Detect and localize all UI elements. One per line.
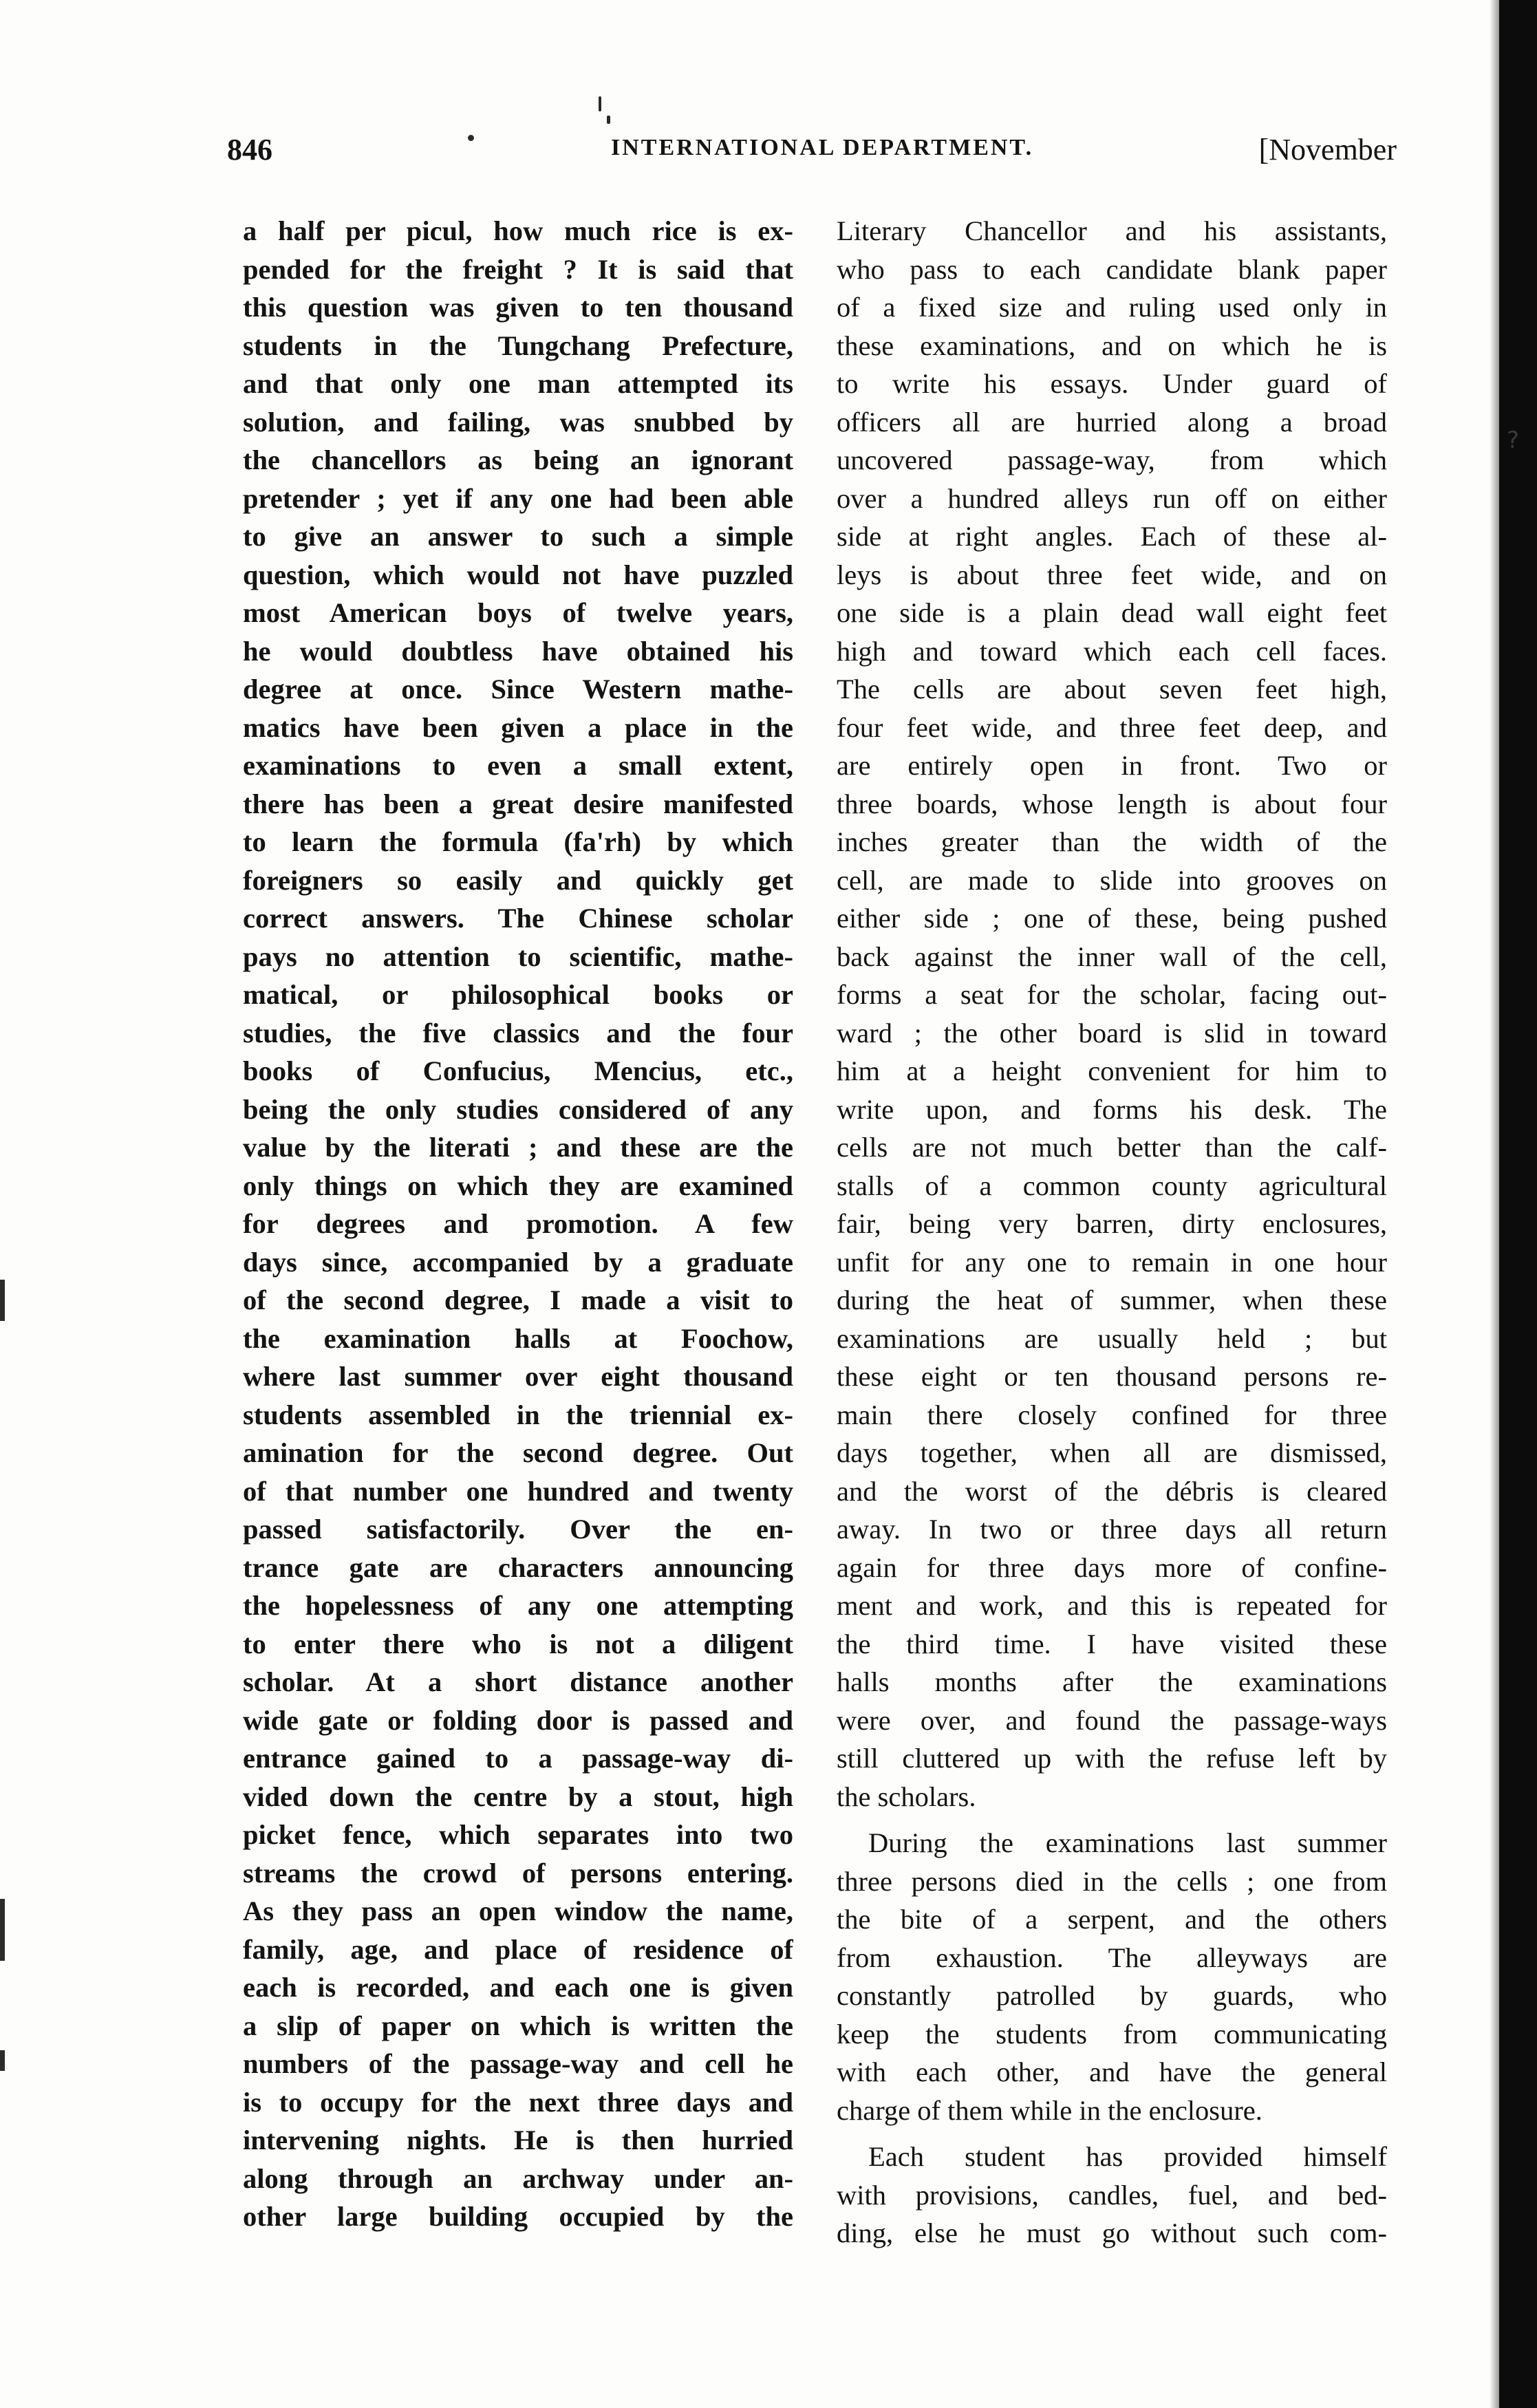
- text-line: the examination halls at Foochow,: [243, 1322, 793, 1354]
- text-line: the scholars.: [837, 1781, 976, 1812]
- text-line: high and toward which each cell faces.: [837, 635, 1387, 667]
- scan-speck: [599, 96, 601, 111]
- text-line: pays no attention to scientific, mathe-: [243, 940, 793, 972]
- paragraph-gap: [837, 1816, 1387, 1824]
- text-line: charge of them while in the enclosure.: [837, 2094, 1262, 2126]
- text-line: forms a seat for the scholar, facing out-: [837, 979, 1387, 1010]
- text-line: students assembled in the triennial ex-: [243, 1399, 793, 1430]
- text-line: stalls of a common county agricultural: [837, 1170, 1387, 1201]
- text-line: most American boys of twelve years,: [243, 597, 793, 628]
- text-line: ward ; the other board is slid in toward: [837, 1017, 1387, 1049]
- text-line: Literary Chancellor and his assistants,: [837, 215, 1387, 246]
- text-line: The cells are about seven feet high,: [837, 674, 1387, 705]
- right-text-column: [837, 212, 1387, 2253]
- scan-edge-noise: [0, 1280, 5, 1321]
- paragraph: [837, 2138, 1387, 2253]
- text-line: were over, and found the passage-ways: [837, 1704, 1387, 1736]
- text-line: he would doubtless have obtained his: [243, 635, 793, 667]
- text-line: cells are not much better than the calf-: [837, 1132, 1387, 1163]
- text-line: with each other, and have the general: [837, 2056, 1387, 2087]
- text-line: examinations are usually held ; but: [837, 1322, 1387, 1354]
- text-line: to write his essays. Under guard of: [837, 368, 1387, 399]
- text-line: uncovered passage-way, from which: [837, 444, 1387, 475]
- running-head: [227, 132, 1397, 173]
- text-line: three boards, whose length is about four: [837, 788, 1387, 819]
- text-line: to learn the formula (fa'rh) by which: [243, 826, 793, 857]
- text-line: and the worst of the débris is cleared: [837, 1475, 1387, 1507]
- text-line: streams the crowd of persons entering.: [243, 1857, 793, 1889]
- text-line: to enter there who is not a diligent: [243, 1628, 793, 1659]
- text-line: examinations to even a small extent,: [243, 750, 793, 781]
- text-line: family, age, and place of residence of: [243, 1933, 793, 1965]
- text-line: days since, accompanied by a graduate: [243, 1246, 793, 1278]
- text-line: the chancellors as being an ignorant: [243, 444, 793, 475]
- text-line: pended for the freight ? It is said that: [243, 253, 793, 285]
- binding-shadow: [1490, 0, 1499, 2408]
- text-line: officers all are hurried along a broad: [837, 406, 1387, 438]
- text-line: to give an answer to such a simple: [243, 521, 793, 552]
- text-line: solution, and failing, was snubbed by: [243, 406, 793, 438]
- text-line: the third time. I have visited these: [837, 1628, 1387, 1659]
- text-line: books of Confucius, Mencius, etc.,: [243, 1055, 793, 1086]
- text-line: the hopelessness of any one attempting: [243, 1590, 793, 1621]
- margin-mark: ?: [1507, 427, 1520, 454]
- text-line: a half per picul, how much rice is ex-: [243, 215, 793, 246]
- text-line: during the heat of summer, when these: [837, 1284, 1387, 1315]
- text-line: of a fixed size and ruling used only in: [837, 292, 1387, 323]
- text-line: trance gate are characters announcing: [243, 1551, 793, 1583]
- text-line: a slip of paper on which is written the: [243, 2010, 793, 2041]
- text-line: of that number one hundred and twenty: [243, 1475, 793, 1507]
- text-line: for degrees and promotion. A few: [243, 1208, 793, 1239]
- text-line: either side ; one of these, being pushed: [837, 903, 1387, 934]
- text-line: Each student has provided himself: [868, 2141, 1387, 2172]
- text-line: pretender ; yet if any one had been able: [243, 482, 793, 514]
- text-line: side at right angles. Each of these al-: [837, 521, 1387, 552]
- text-line: amination for the second degree. Out: [243, 1437, 793, 1468]
- paragraph-gap: [837, 2129, 1387, 2138]
- text-line: numbers of the passage-way and cell he: [243, 2048, 793, 2079]
- text-line: students in the Tungchang Prefecture,: [243, 330, 793, 361]
- paragraph: [837, 212, 1387, 1816]
- text-line: cell, are made to slide into grooves on: [837, 864, 1387, 896]
- text-line: wide gate or folding door is passed and: [243, 1704, 793, 1736]
- text-line: scholar. At a short distance another: [243, 1666, 793, 1697]
- text-line: entrance gained to a passage-way di-: [243, 1743, 793, 1774]
- text-line: ding, else he must go without such com-: [837, 2217, 1387, 2248]
- text-line: who pass to each candidate blank paper: [837, 253, 1387, 285]
- text-line: where last summer over eight thousand: [243, 1361, 793, 1392]
- text-line: intervening nights. He is then hurried: [243, 2125, 793, 2156]
- text-line: days together, when all are dismissed,: [837, 1437, 1387, 1468]
- text-line: other large building occupied by the: [243, 2201, 793, 2232]
- text-line: these eight or ten thousand persons re-: [837, 1361, 1387, 1392]
- text-line: keep the students from communicating: [837, 2018, 1387, 2050]
- text-line: each is recorded, and each one is given: [243, 1972, 793, 2003]
- text-line: four feet wide, and three feet deep, and: [837, 711, 1387, 743]
- text-line: one side is a plain dead wall eight feet: [837, 597, 1387, 628]
- text-line: matical, or philosophical books or: [243, 979, 793, 1010]
- section-title: INTERNATIONAL DEPARTMENT.: [611, 135, 1034, 160]
- text-line: studies, the five classics and the four: [243, 1017, 793, 1049]
- month-label: [November: [1258, 133, 1397, 166]
- text-line: constantly patrolled by guards, who: [837, 1980, 1387, 2011]
- text-line: over a hundred alleys run off on either: [837, 482, 1387, 514]
- text-line: three persons died in the cells ; one from: [837, 1865, 1387, 1897]
- text-line: As they pass an open window the name,: [243, 1895, 793, 1926]
- binding-edge: [1499, 0, 1537, 2408]
- text-line: foreigners so easily and quickly get: [243, 864, 793, 896]
- text-line: main there closely confined for three: [837, 1399, 1387, 1430]
- text-line: passed satisfactorily. Over the en-: [243, 1514, 793, 1545]
- text-line: fair, being very barren, dirty enclosures,: [837, 1208, 1387, 1239]
- text-line: only things on which they are examined: [243, 1170, 793, 1201]
- text-line: vided down the centre by a stout, high: [243, 1781, 793, 1812]
- text-line: still cluttered up with the refuse left by: [837, 1743, 1387, 1774]
- text-line: question, which would not have puzzled: [243, 559, 793, 590]
- text-line: from exhaustion. The alleyways are: [837, 1942, 1387, 1973]
- text-line: write upon, and forms his desk. The: [837, 1093, 1387, 1125]
- text-line: unfit for any one to remain in one hour: [837, 1246, 1387, 1278]
- page-number: 846: [227, 133, 272, 166]
- text-line: is to occupy for the next three days and: [243, 2086, 793, 2118]
- text-line: ment and work, and this is repeated for: [837, 1590, 1387, 1621]
- text-line: degree at once. Since Western mathe-: [243, 674, 793, 705]
- text-line: correct answers. The Chinese scholar: [243, 903, 793, 934]
- text-line: During the examinations last summer: [868, 1827, 1387, 1858]
- text-line: the bite of a serpent, and the others: [837, 1904, 1387, 1935]
- text-line: along through an archway under an-: [243, 2162, 793, 2194]
- text-line: with provisions, candles, fuel, and bed-: [837, 2179, 1387, 2211]
- paragraph: [837, 1824, 1387, 2129]
- text-line: inches greater than the width of the: [837, 826, 1387, 857]
- text-line: back against the inner wall of the cell,: [837, 940, 1387, 972]
- left-text-column: [243, 212, 793, 2236]
- text-line: this question was given to ten thousand: [243, 292, 793, 323]
- text-line: him at a height convenient for him to: [837, 1055, 1387, 1086]
- scan-speck: [607, 116, 610, 124]
- scan-edge-noise: [0, 2050, 5, 2071]
- text-line: these examinations, and on which he is: [837, 330, 1387, 361]
- text-line: away. In two or three days all return: [837, 1514, 1387, 1545]
- text-line: again for three days more of confine-: [837, 1551, 1387, 1583]
- text-line: halls months after the examinations: [837, 1666, 1387, 1697]
- text-line: are entirely open in front. Two or: [837, 750, 1387, 781]
- scan-edge-noise: [0, 1899, 5, 1961]
- text-line: leys is about three feet wide, and on: [837, 559, 1387, 590]
- text-line: there has been a great desire manifested: [243, 788, 793, 819]
- text-line: being the only studies considered of any: [243, 1093, 793, 1125]
- text-line: of the second degree, I made a visit to: [243, 1284, 793, 1315]
- text-line: and that only one man attempted its: [243, 368, 793, 399]
- text-line: matics have been given a place in the: [243, 711, 793, 743]
- text-line: value by the literati ; and these are the: [243, 1132, 793, 1163]
- text-line: picket fence, which separates into two: [243, 1819, 793, 1850]
